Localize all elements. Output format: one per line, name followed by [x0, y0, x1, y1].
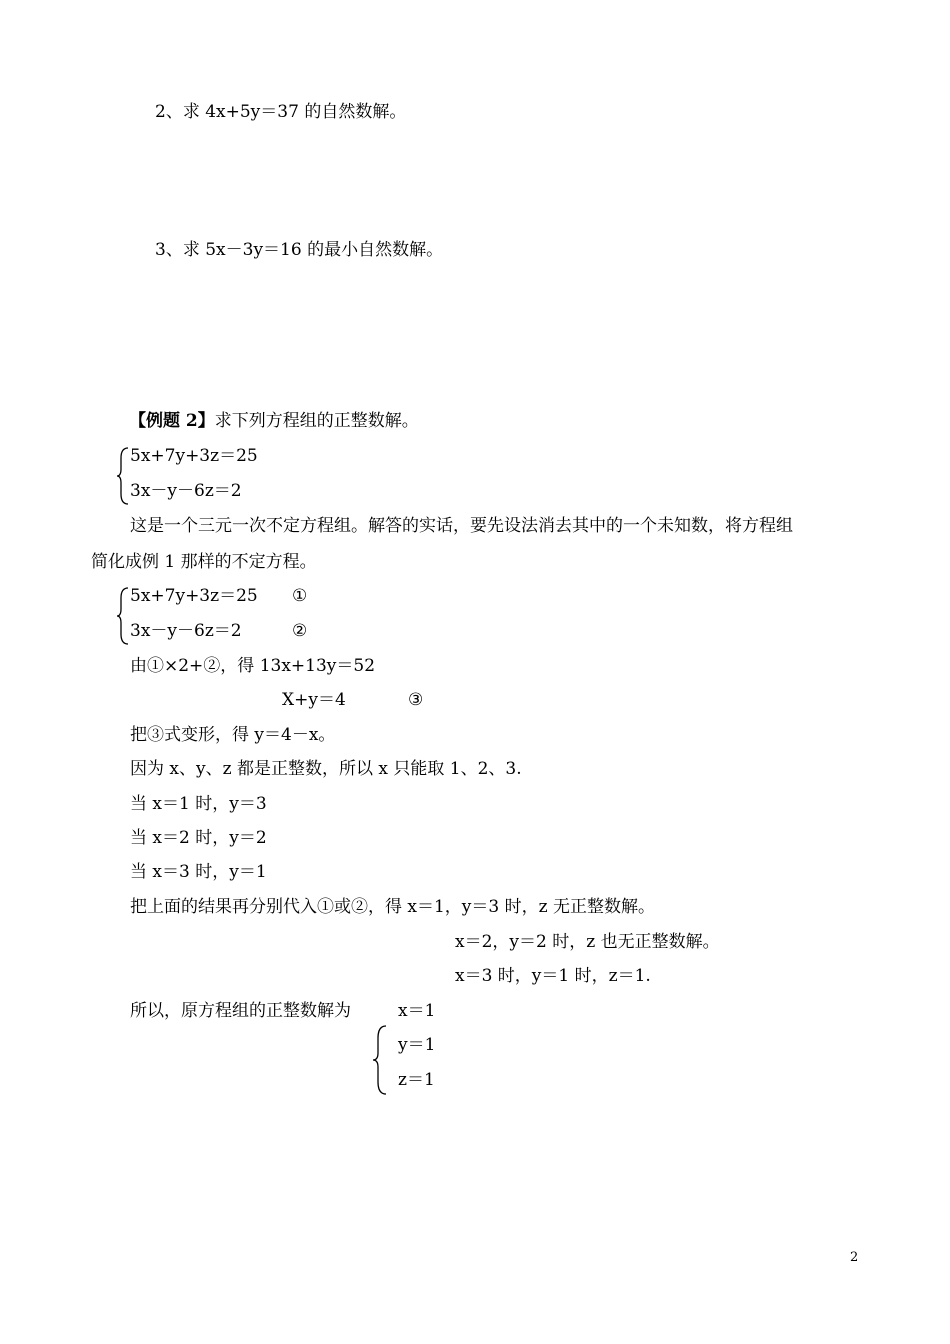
- exercise-3: 3、求 5x－3y＝16 的最小自然数解。: [155, 240, 444, 260]
- step-2: X+y＝4: [282, 690, 346, 710]
- case-1: 当 x＝1 时，y＝3: [130, 794, 267, 814]
- circled-2-marker: ②: [292, 621, 308, 641]
- system-2-eq-1: 5x+7y+3z＝25: [130, 586, 258, 606]
- system-1-eq-1: 5x+7y+3z＝25: [130, 446, 258, 466]
- system-1-eq-2: 3x－y－6z＝2: [130, 481, 242, 501]
- example-2-prompt: 求下列方程组的正整数解。: [214, 411, 419, 431]
- circled-1-marker: ①: [292, 586, 308, 606]
- substitution-3: x＝3 时，y＝1 时，z＝1.: [455, 966, 651, 986]
- step-3: 把③式变形，得 y＝4－x。: [130, 725, 336, 745]
- system-2-brace: [116, 586, 130, 646]
- circled-3-marker: ③: [408, 690, 424, 710]
- explanation-line-1: 这是一个三元一次不定方程组。解答的实话，要先设法消去其中的一个未知数，将方程组: [130, 516, 793, 536]
- solution-x: x＝1: [398, 1001, 436, 1021]
- step-1: 由①×2+②，得 13x+13y＝52: [130, 656, 376, 676]
- case-3: 当 x＝3 时，y＝1: [130, 862, 267, 882]
- case-2: 当 x＝2 时，y＝2: [130, 828, 267, 848]
- example-2-label: 【例题 2】: [129, 411, 215, 431]
- substitution-2: x＝2，y＝2 时，z 也无正整数解。: [455, 932, 720, 952]
- exercise-2: 2、求 4x+5y＝37 的自然数解。: [155, 102, 407, 122]
- system-1-brace: [116, 446, 130, 506]
- conclusion: 所以，原方程组的正整数解为: [130, 1001, 351, 1021]
- example-2-heading: [129, 410, 419, 432]
- solution-brace: [372, 1024, 388, 1096]
- substitution-1: 把上面的结果再分别代入①或②，得 x＝1，y＝3 时，z 无正整数解。: [130, 897, 655, 917]
- explanation-line-2: 简化成例 1 那样的不定方程。: [91, 552, 317, 572]
- solution-y: y＝1: [398, 1035, 436, 1055]
- page-number: 2: [850, 1250, 859, 1265]
- step-4: 因为 x、y、z 都是正整数，所以 x 只能取 1、2、3.: [130, 759, 522, 779]
- solution-z: z＝1: [398, 1070, 435, 1090]
- system-2-eq-2: 3x－y－6z＝2: [130, 621, 242, 641]
